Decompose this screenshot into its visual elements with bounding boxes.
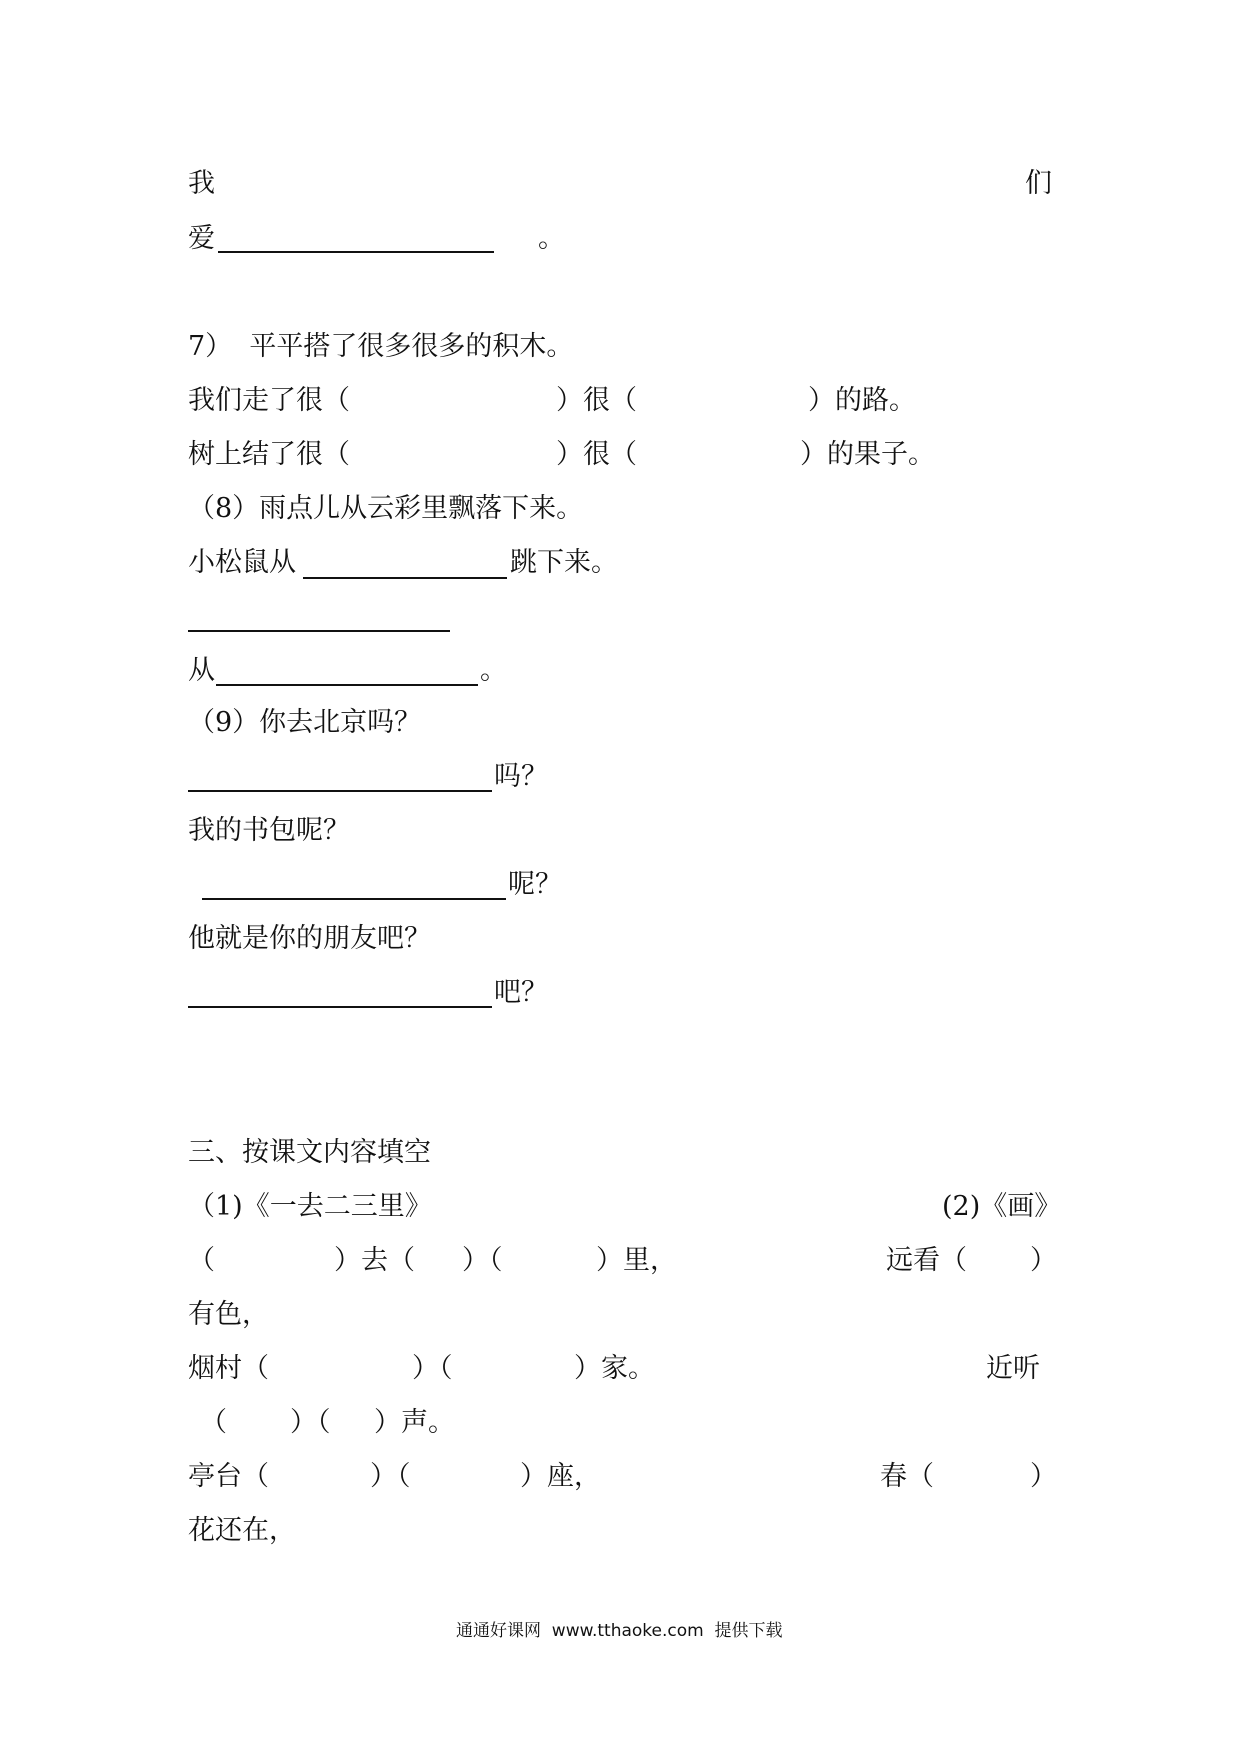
q9-answer1-tail: 吗？ [494,761,548,792]
q7-line1-a: 我们走了很（ [188,385,350,416]
section3-title: 三、按课文内容填空 [188,1137,431,1168]
q8-line3-a: 从 [188,655,215,686]
q8-blank3[interactable] [216,684,478,686]
footer-watermark: 通通好课网 www.tthaoke.com 提供下载 [456,1621,783,1641]
row5-a: 亭台（ [188,1461,269,1492]
poem1-title: （1)《一去二三里》 [188,1191,432,1222]
row4-b: ）（ [290,1407,331,1438]
q9-blank2[interactable] [202,898,506,900]
q9-blank1[interactable] [188,790,492,792]
text-ai-end: 。 [538,223,565,254]
q8-blank2[interactable] [188,630,450,632]
q9-prompt: （9）你去北京吗？ [188,707,422,738]
poem2-title: (2)《画》 [942,1191,1062,1222]
q8-prompt: （8）雨点儿从云彩里飘落下来。 [188,493,584,524]
row1-a: （ [188,1245,215,1276]
q9-blank3[interactable] [188,1006,492,1008]
row4-a: （ [200,1407,227,1438]
row3-a: 烟村（ [188,1353,269,1384]
text-men: 们 [1025,168,1052,199]
text-ai: 爱 [188,223,215,254]
row1-c: ）（ [462,1245,503,1276]
text-wo: 我 [188,168,215,199]
q8-line1-a: 小松鼠从 [188,547,296,578]
q7-line2-a: 树上结了很（ [188,439,350,470]
row5-e: ） [1030,1461,1057,1492]
q7-line2-b: ）很（ [556,439,637,470]
q8-line3-b: 。 [480,655,507,686]
row5-b: ）（ [370,1461,411,1492]
row3-b: ）（ [412,1353,453,1384]
q7-line2-c: ）的果子。 [800,439,935,470]
row6: 花还在， [188,1515,296,1546]
row1-d: ）里， [596,1245,677,1276]
q7-line1-c: ）的路。 [808,385,916,416]
q8-line1-b: 跳下来。 [510,547,618,578]
q9-answer2-tail: 呢？ [508,869,562,900]
row2: 有色， [188,1299,269,1330]
q9-prompt3: 他就是你的朋友吧？ [188,923,431,954]
q7-prompt: 7） 平平搭了很多很多的积木。 [188,331,574,362]
q7-line1-b: ）很（ [556,385,637,416]
row1-e: 远看（ [886,1245,967,1276]
row1-f: ） [1030,1245,1057,1276]
q9-answer3-tail: 吧？ [494,977,548,1008]
row5-d: 春（ [880,1461,934,1492]
q9-prompt2: 我的书包呢？ [188,815,350,846]
row3-d: 近听 [986,1353,1040,1384]
blank-ai[interactable] [218,251,494,253]
row4-c: ）声。 [374,1407,455,1438]
row5-c: ）座， [520,1461,601,1492]
q8-blank1[interactable] [303,577,507,579]
row3-c: ）家。 [574,1353,655,1384]
row1-b: ）去（ [334,1245,415,1276]
